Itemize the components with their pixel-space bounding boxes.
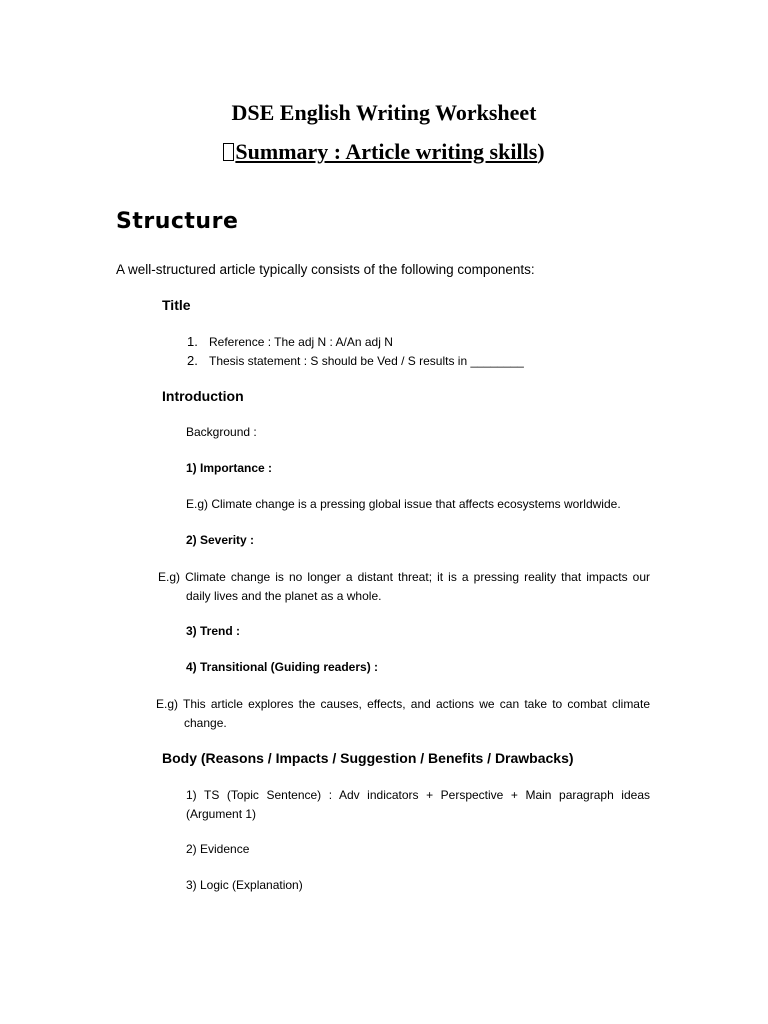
severity-label: 2) Severity : [186,533,255,547]
structure-heading: Structure [116,209,239,234]
trend-label: 3) Trend : [186,624,241,638]
list-item [187,353,524,368]
structure-intro: A well-structured article typically consists of the following components: [116,262,535,277]
list-text: Thesis statement : S should be Ved / S results in ________ [209,354,524,368]
document-title: DSE English Writing Worksheet [231,100,537,125]
body-item-topic-sentence: 1) TS (Topic Sentence) : Adv indicators + Perspective + Main paragraph ideas (Argument 1) [186,788,650,821]
list-number: 1. [187,334,198,349]
body-item-evidence: 2) Evidence [186,842,250,856]
transitional-example: E.g) This article explores the causes, effects, and actions we can take to combat climate change. [156,697,650,730]
list-text: Reference : The adj N : A/An adj N [209,335,393,349]
body-heading: Body (Reasons / Impacts / Suggestion / Benefits / Drawbacks) [162,750,574,766]
body-item-logic: 3) Logic (Explanation) [186,878,303,892]
list-number: 2. [187,353,198,368]
transitional-label: 4) Transitional (Guiding readers) : [186,660,379,674]
subtitle-close-paren: ) [537,139,545,164]
subtitle-text: Summary : Article writing skills [235,139,538,164]
list-item [187,334,393,349]
background-label: Background : [186,425,257,439]
importance-label: 1) Importance : [186,461,273,475]
missing-glyph-box [223,143,234,161]
introduction-heading: Introduction [162,388,244,404]
title-heading: Title [162,297,191,313]
severity-example: E.g) Climate change is no longer a distant threat; it is a pressing reality that impacts our daily lives and the planet as a whole. [158,570,650,603]
document-subtitle [0,139,768,165]
importance-example: E.g) Climate change is a pressing global issue that affects ecosystems worldwide. [186,497,621,511]
